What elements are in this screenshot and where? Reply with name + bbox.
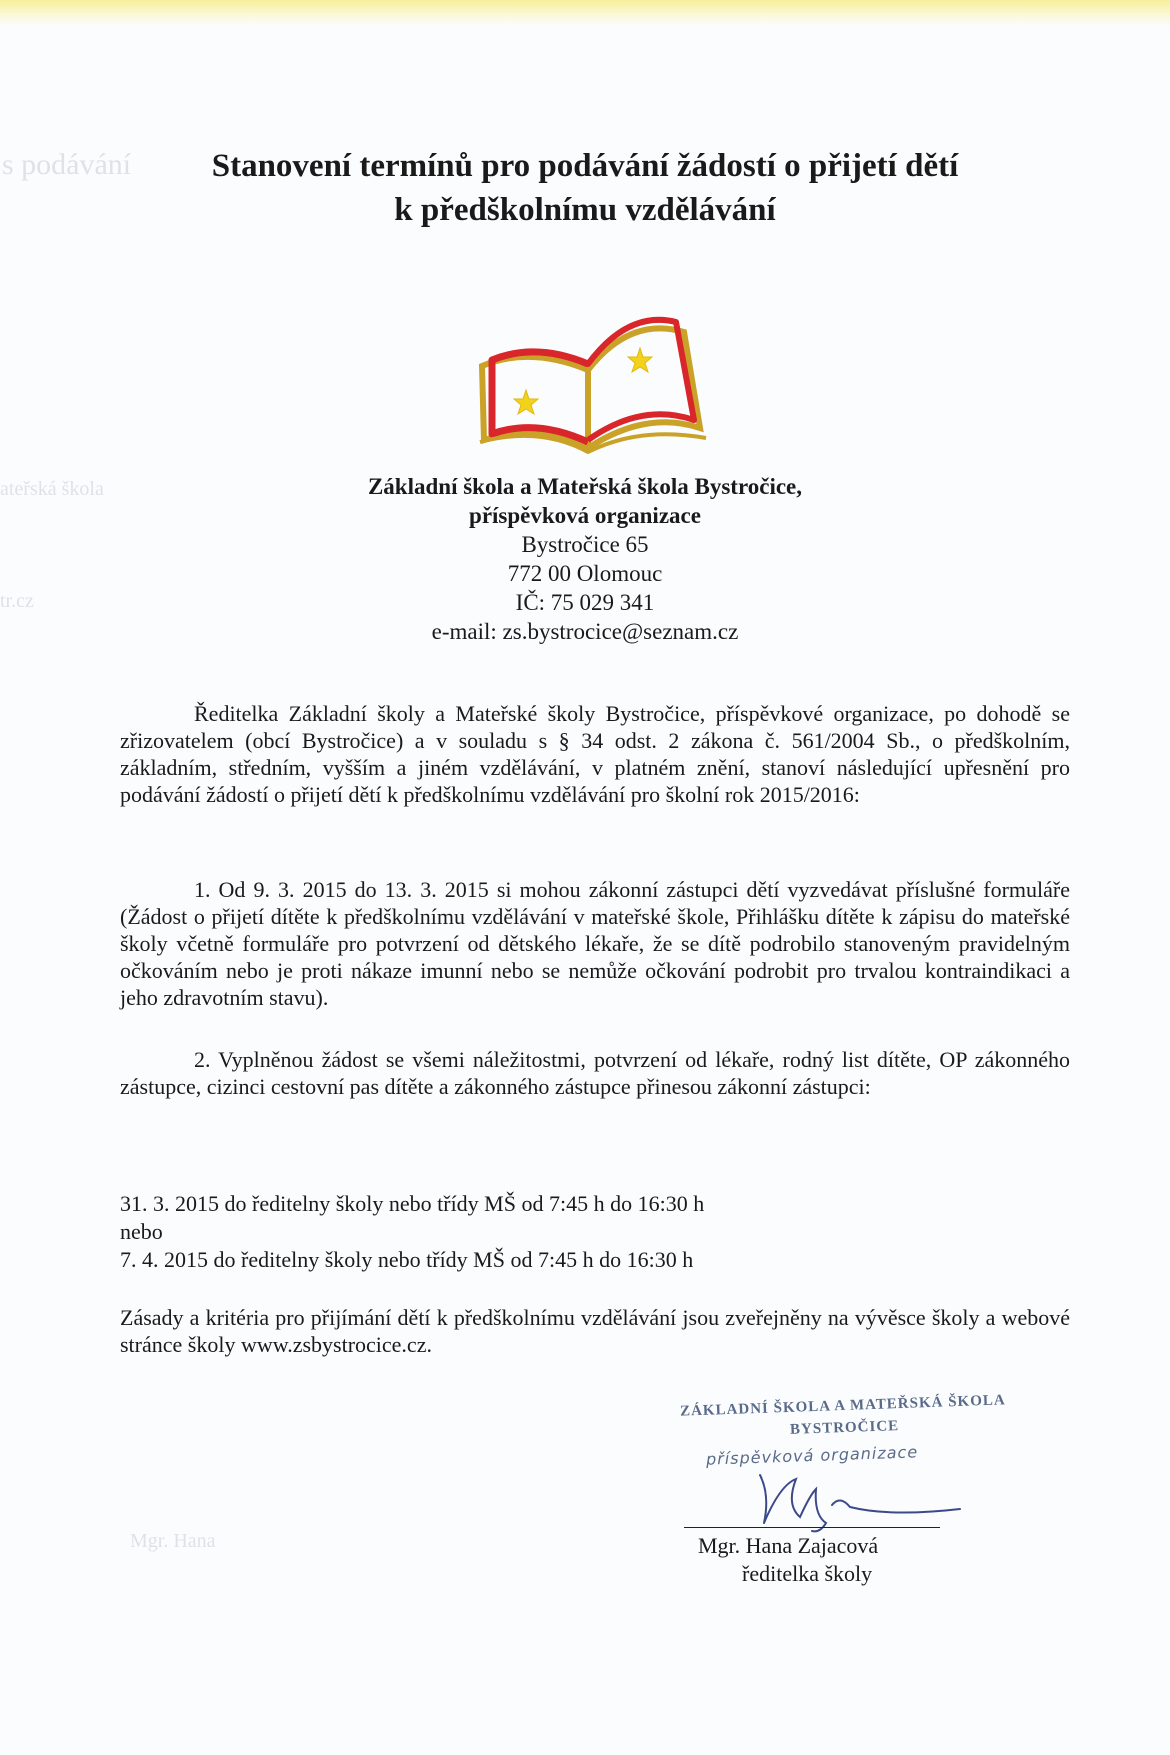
school-name-line-2: příspěvková organizace: [469, 503, 701, 528]
stamp-line-2: BYSTROČICE: [789, 1418, 900, 1438]
signatory-role: ředitelka školy: [742, 1561, 873, 1586]
show-through-text: tr.cz: [0, 590, 34, 612]
school-ic: IČ: 75 029 341: [515, 590, 655, 615]
criteria-paragraph: Zásady a kritéria pro přijímání dětí k předškolnímu vzdělávání jsou zveřejněny na vývěsce školy a webové stránce školy www.zsbystrocice.cz.: [120, 1305, 1070, 1357]
school-street: Bystročice 65: [521, 532, 649, 557]
school-address: [0, 472, 1170, 646]
stamp-line-1: ZÁKLADNÍ ŠKOLA A MATEŘSKÁ ŠKOLA: [679, 1392, 1006, 1420]
signatory-name: Mgr. Hana Zajacová: [698, 1533, 879, 1558]
stamp-line-3: příspěvková organizace: [705, 1442, 919, 1469]
show-through-text: Mgr. Hana: [130, 1530, 216, 1552]
item-2-paragraph: 2. Vyplněnou žádost se všemi náležitostmi, potvrzení od lékaře, rodný list dítěte, OP zákonného zástupce, cizinci cestovní pas dítěte a zákonného zástupce přinesou zákonní zástupci:: [120, 1047, 1070, 1099]
show-through-text: ateřská škola: [0, 478, 104, 500]
item-1-paragraph: 1. Od 9. 3. 2015 do 13. 3. 2015 si mohou zákonní zástupci dětí vyzvedávat příslušné formuláře (Žádost o přijetí dítěte k předškolnímu vzdělávání v mateřské škole, Přihlášku dítěte k zápisu do mateřské školy včetně formuláře pro potvrzení od dětského lékaře, že se dítě podrobilo stanoveným pravidelným očkováním nebo je proti nákaze imunní nebo se nemůže očkování podrobit pro trvalou kontraindikaci a jeho zdravotním stavu).: [120, 877, 1070, 1010]
date-option-2: 7. 4. 2015 do ředitelny školy nebo třídy MŠ od 7:45 h do 16:30 h: [120, 1247, 694, 1272]
school-book-logo: [470, 306, 710, 454]
school-email: e-mail: zs.bystrocice@seznam.cz: [431, 619, 739, 644]
date-option-1: 31. 3. 2015 do ředitelny školy nebo třídy MŠ od 7:45 h do 16:30 h: [120, 1191, 705, 1216]
school-city: 772 00 Olomouc: [507, 561, 663, 586]
star-icon: [628, 348, 652, 372]
show-through-text: ѕ podávání: [2, 148, 132, 181]
date-or: nebo: [120, 1219, 163, 1244]
scan-top-band: [0, 0, 1170, 26]
page-title-line-2: k předškolnímu vzdělávání: [394, 192, 776, 228]
intro-paragraph: Ředitelka Základní školy a Mateřské školy Bystročice, příspěvkové organizace, po dohodě se zřizovatelem (obcí Bystročice) a v souladu s § 34 odst. 2 zákona č. 561/2004 Sb., o předškolním, základním, středním, vyšším a jiném vzdělávání, v platném znění, stanoví následující upřesnění pro podávání žádostí o přijetí dětí k předškolnímu vzdělávání pro školní rok 2015/2016:: [120, 701, 1070, 807]
page-title-line-1: Stanovení termínů pro podávání žádostí o přijetí dětí: [211, 148, 959, 184]
star-icon: [514, 390, 538, 414]
school-name-line-1: Základní škola a Mateřská škola Bystročice,: [367, 474, 803, 499]
signature-line: [684, 1527, 940, 1528]
